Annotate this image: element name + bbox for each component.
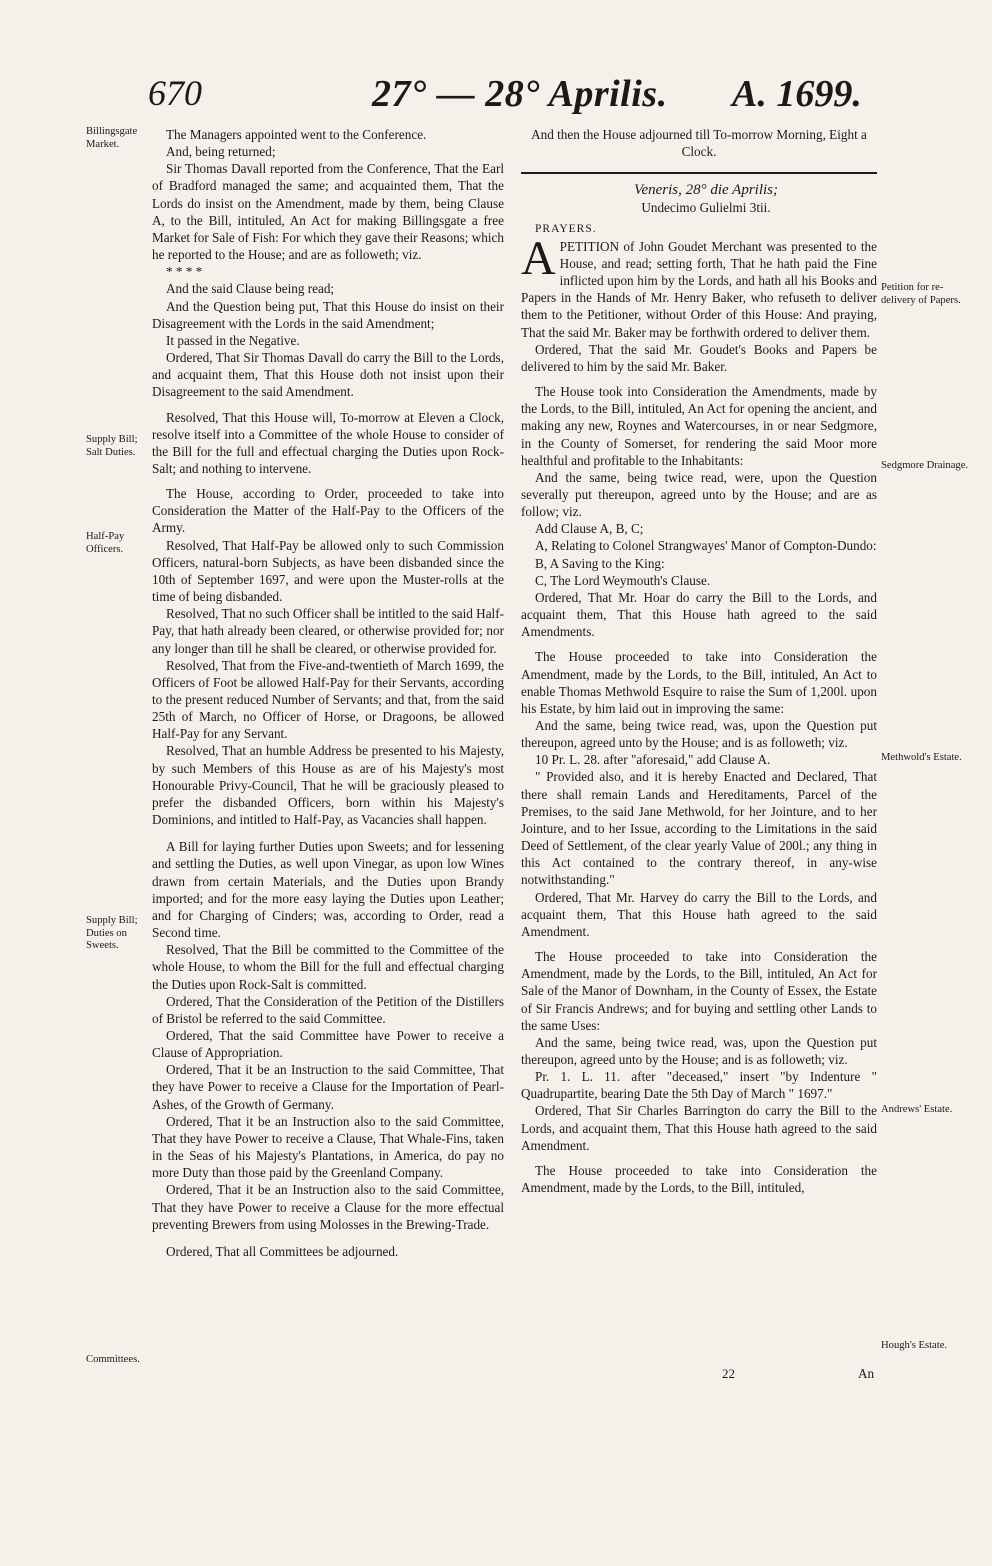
paragraph: Resolved, That Half-Pay be allowed only to such Commission Officers, natural-born Subjects, as have been disbanded since the 10th of September 1697, and were upon the Muster-rolls at the time of being disbanded. <box>152 537 504 605</box>
regnal-year: Undecimo Gulielmi 3tii. <box>641 200 771 216</box>
margin-note: Hough's Estate. <box>881 1340 948 1351</box>
signature-mark: 22 <box>722 1366 735 1381</box>
paragraph: Resolved, That no such Officer shall be intitled to the said Half-Pay, that hath already been cleared, or otherwise provided for; nor any longer than till he shall be cleared, or otherwise provided for. <box>152 606 504 656</box>
paragraph: And the same, being twice read, was, upon the Question put thereupon, agreed unto by the House; and is as followeth; viz. <box>521 718 877 751</box>
left-column <box>152 126 504 1260</box>
paragraph: The House proceeded to take into Consideration the Amendment, made by the Lords, to the Bill, intituled, <box>521 1162 877 1196</box>
asterisks: * * * * <box>166 264 203 280</box>
page-number: 670 <box>148 73 202 113</box>
paragraph: Resolved, That an humble Address be presented to his Majesty, by such Members of this House as are of his Majesty's most Honourable Privy-Council, That he will be graciously pleased to prefer the disbanded Officers, born within his Majesty's Dominions, and intitled to Half-Pay, as Vacancies shall happen. <box>152 743 504 828</box>
margin-note: Committees. <box>86 1354 140 1365</box>
paragraph: Ordered, That it be an Instruction also to the said Committee, That they have Power to receive a Clause for the more effectual preventing Brewers from using Molosses in the Brewing-Trade. <box>152 1182 504 1232</box>
drop-cap: A <box>521 231 556 285</box>
margin-note: Billingsgate Market. <box>86 126 138 150</box>
paragraph: The House, according to Order, proceeded to take into Consideration the Matter of the Half-Pay to the Officers of the Army. <box>152 486 504 536</box>
paragraph: Ordered, That Mr. Hoar do carry the Bill to the Lords, and acquaint them, That this House hath agreed to the said Amendments. <box>521 589 877 640</box>
paragraph: It passed in the Negative. <box>166 332 300 348</box>
paragraph: And the same, being twice read, were, upon the Question severally put thereupon, agreed unto by the House; and are as follow; viz. <box>521 469 877 520</box>
paragraph: Ordered, That all Committees be adjourned. <box>166 1243 399 1259</box>
paragraph: Pr. 1. L. 11. after "deceased," insert "by Indenture " Quadrupartite, bearing Date the 5th Day of March " 1697." <box>521 1069 877 1102</box>
paragraph: The Managers appointed went to the Conference. <box>166 127 427 142</box>
paragraph: C, The Lord Weymouth's Clause. <box>535 572 711 588</box>
quoted-clause: " Provided also, and it is hereby Enacted and Declared, That there shall remain Lands and Hereditaments, Parcel of the Premises, to the said Jane Methwold, for her Jointure, and to her Jointure, and to her Issue, according to the Limitations in the said Deed of Settlement, of the clear yearly Value of 200l.; any thing in this Act contained to the contrary thereof, in any-wise notwithstanding." <box>521 769 877 888</box>
header-dates: 27° — 28° Aprilis. <box>372 73 668 115</box>
paragraph: The House took into Consideration the Amendments, made by the Lords, to the Bill, intituled, An Act for opening the ancient, and making any new, Roynes and Watercourses, in or near Sedgmore, in the County of Somerset, for rendering the said Moor more healthful and profitable to the Inhabitants: <box>521 384 877 468</box>
right-column <box>521 126 877 1196</box>
section-rule <box>521 172 877 174</box>
paragraph: Resolved, That the Bill be committed to the Committee of the whole House, to whom the Bill for the full and effectual charging the Duties upon Rock-Salt is committed. <box>152 942 504 992</box>
paragraph: Resolved, That this House will, To-morrow at Eleven a Clock, resolve itself into a Committee of the whole House to consider of the Bill for the full and effectual charging the Duties upon Rock-Salt; and nothing to intervene. <box>152 409 504 476</box>
catchword: An <box>858 1366 875 1381</box>
margin-note: Petition for re-delivery of Papers. <box>881 282 961 306</box>
paragraph: A, Relating to Colonel Strangwayes' Manor of Compton-Dundo: <box>535 538 877 554</box>
paragraph: The House proceeded to take into Consideration the Amendment, made by the Lords, to the Bill, intituled, An Act to enable Thomas Methwold Esquire to raise the Sum of 1,200l. upon his Estate, by him laid out in improving the same: <box>521 649 877 716</box>
margin-note: Sedgmore Drainage. <box>881 460 969 471</box>
paragraph: A Bill for laying further Duties upon Sweets; and for lessening and settling the Duties, as well upon Vinegar, as upon low Wines drawn from certain Materials, and the Duties upon Brandy imported; and for the more easy laying the Duties upon Leather; and for Charging of Cinders; was, according to Order, read a Second time. <box>152 839 504 941</box>
paragraph: Ordered, That Sir Thomas Davall do carry the Bill to the Lords, and acquaint them, That this House doth not insist upon their Disagreement to the said Amendment. <box>152 350 504 400</box>
paragraph: Sir Thomas Davall reported from the Conference, That the Earl of Bradford managed the same; and acquainted them, That the Lords do insist on the Amendment, made by them, being Clause A, to the Bill, intituled, An Act for making Billingsgate a free Market for Sale of Fish: For which they gave their Reasons; which he reported to the House; and are as followeth; viz. <box>152 161 504 263</box>
paragraph: Resolved, That from the Five-and-twentieth of March 1699, the Officers of Foot be allowed Half-Pay for their Servants, according to the present reduced Number of Servants; and that, from the said 25th of March, no Officer of Horse, or Dragoons, be allowed Half-Pay for any Servant. <box>152 657 504 742</box>
margin-note: Methwold's Estate. <box>881 752 962 763</box>
prayers-heading: PRAYERS. <box>535 222 597 235</box>
margin-note: Andrews' Estate. <box>881 1104 953 1115</box>
paragraph: And, being returned; <box>166 144 276 160</box>
paragraph: The House proceeded to take into Consideration the Amendment, made by the Lords, to the Bill, intituled, An Act for Sale of the Manor of Downham, in the County of Essex, the Estate of Sir Francis Andrews; and for buying and settling other Lands to the same Uses: <box>521 949 877 1033</box>
paragraph: Ordered, That Sir Charles Barrington do carry the Bill to the Lords, and acquaint them, That this House hath agreed to the said Amendment. <box>521 1103 877 1153</box>
paragraph: Ordered, That the said Committee have Power to receive a Clause of Appropriation. <box>152 1027 504 1061</box>
margin-note: Supply Bill; Duties on Sweets. <box>86 915 138 951</box>
paragraph: B, A Saving to the King: <box>535 555 665 571</box>
paragraph: Ordered, That it be an Instruction to the said Committee, That they have Power to receive a Clause for the Importation of Pearl-Ashes, of the Growth of Germany. <box>152 1062 504 1112</box>
paragraph: Ordered, That the Consideration of the Petition of the Distillers of Bristol be referred to the said Committee. <box>152 993 504 1026</box>
margin-note: Half-Pay Officers. <box>86 531 125 555</box>
day-heading: Veneris, 28° die Aprilis; <box>633 182 779 199</box>
paragraph: Add Clause A, B, C; <box>535 521 644 537</box>
paragraph: And the Question being put, That this House do insist on their Disagreement with the Lords in the said Amendment; <box>152 298 504 331</box>
paragraph: Ordered, That it be an Instruction also to the said Committee, That they have Power to receive a Clause, That Whale-Fins, taken in the Seas of his Majesty's Plantations, in America, do pay no more Duty than those paid by the Greenland Company. <box>152 1113 504 1181</box>
paragraph: 10 Pr. L. 28. after "aforesaid," add Clause A. <box>535 752 771 768</box>
paragraph: PETITION of John Goudet Merchant was presented to the House, and read; setting forth, That he hath paid the Fine inflicted upon him by the Lords, and hath all his Books and Papers in the Hands of Mr. Henry Baker, who refuseth to deliver them to the Petitioner, without Order of this House: And praying, That the said Mr. Baker may be forthwith ordered to deliver them. <box>521 238 877 340</box>
paragraph: Ordered, That Mr. Harvey do carry the Bill to the Lords, and acquaint them, That this House hath agreed to the said Amendment. <box>521 889 877 939</box>
margin-note: Supply Bill; Salt Duties. <box>86 434 138 458</box>
header-year: A. 1699. <box>732 73 862 115</box>
paragraph: Ordered, That the said Mr. Goudet's Books and Papers be delivered to him by the said Mr. Baker. <box>521 341 877 374</box>
paragraph: And the same, being twice read, was, upon the Question put thereupon, agreed unto by the House; and is as followeth; viz. <box>521 1034 877 1067</box>
running-header <box>0 72 992 128</box>
adjournment-note: And then the House adjourned till To-morrow Morning, Eight a Clock. <box>531 127 867 160</box>
paragraph: And the said Clause being read; <box>166 281 335 297</box>
